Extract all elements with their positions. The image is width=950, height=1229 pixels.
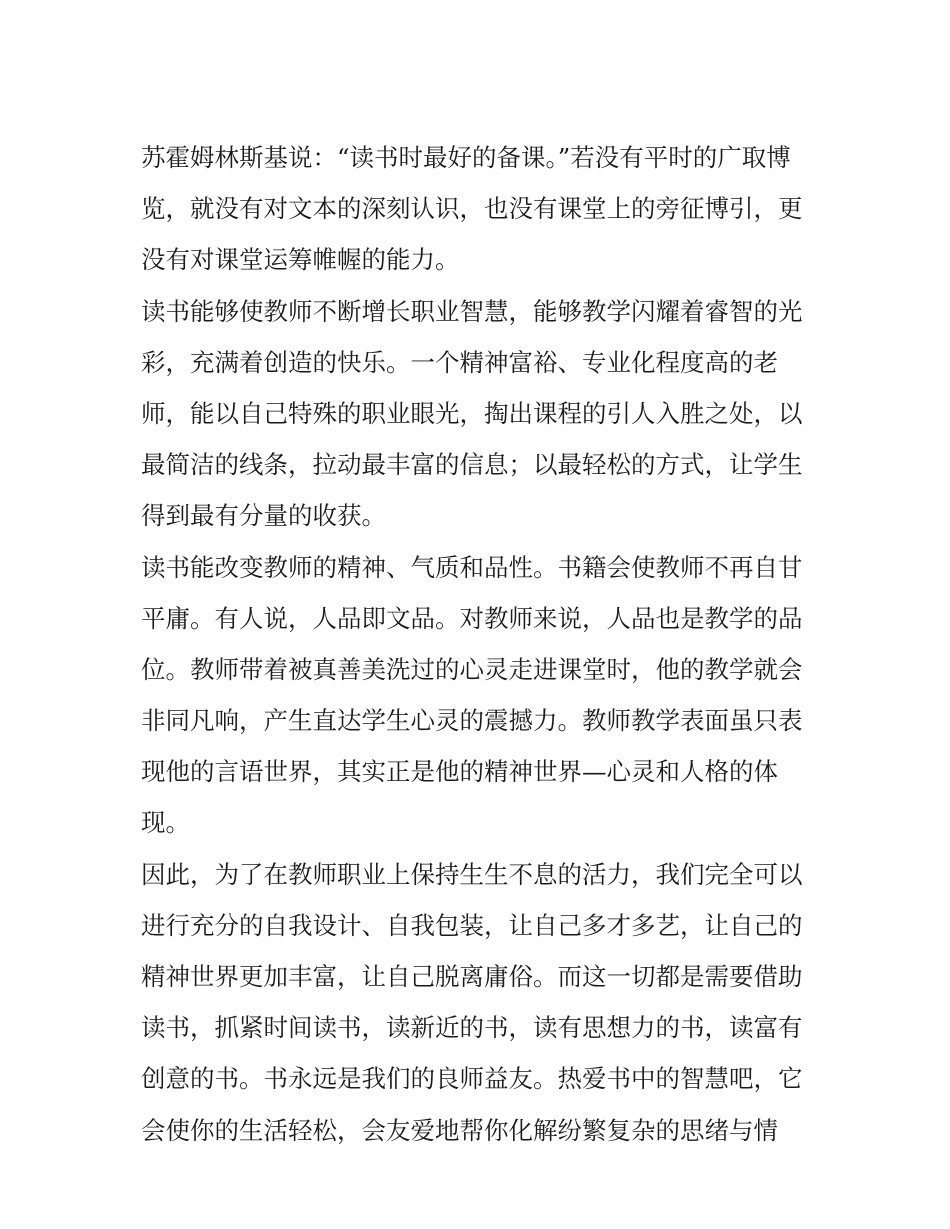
text-line: 会使你的生活轻松，会友爱地帮你化解纷繁复杂的思绪与情 — [141, 1115, 778, 1145]
text-line: 现。 — [141, 808, 190, 838]
text-line: 读书，抓紧时间读书，读新近的书，读有思想力的书，读富有 — [141, 1013, 803, 1043]
text-line: 读书能够使教师不断增长职业智慧，能够教学闪耀着睿智的光 — [141, 296, 803, 326]
text-line: 览，就没有对文本的深刻认识，也没有课堂上的旁征博引，更 — [141, 194, 803, 224]
text-line: 没有对课堂运筹帷幄的能力。 — [141, 245, 460, 275]
text-line: 彩，充满着创造的快乐。一个精神富裕、专业化程度高的老 — [141, 347, 778, 377]
text-line: 进行充分的自我设计、自我包装，让自己多才多艺，让自己的 — [141, 910, 803, 940]
text-line: 最简洁的线条，拉动最丰富的信息；以最轻松的方式，让学生 — [141, 450, 803, 480]
document-body — [141, 132, 821, 1156]
text-line: 得到最有分量的收获。 — [141, 501, 386, 531]
text-line: 因此，为了在教师职业上保持生生不息的活力，我们完全可以 — [141, 859, 803, 889]
text-line: 读书能改变教师的精神、气质和品性。书籍会使教师不再自甘 — [141, 552, 803, 582]
text-line: 创意的书。书永远是我们的良师益友。热爱书中的智慧吧，它 — [141, 1064, 803, 1094]
text-line: 非同凡响，产生直达学生心灵的震撼力。教师教学表面虽只表 — [141, 706, 803, 736]
text-line: 苏霍姆林斯基说：“读书时最好的备课。”若没有平时的广取博 — [141, 143, 791, 172]
text-line: 平庸。有人说，人品即文品。对教师来说，人品也是教学的品 — [141, 603, 803, 633]
text-line: 现他的言语世界，其实正是他的精神世界—心灵和人格的体 — [141, 757, 778, 787]
text-line: 位。教师带着被真善美洗过的心灵走进课堂时，他的教学就会 — [141, 654, 803, 684]
text-line: 师，能以自己特殊的职业眼光，掏出课程的引人入胜之处，以 — [141, 398, 803, 428]
text-line: 精神世界更加丰富，让自己脱离庸俗。而这一切都是需要借助 — [141, 962, 803, 991]
